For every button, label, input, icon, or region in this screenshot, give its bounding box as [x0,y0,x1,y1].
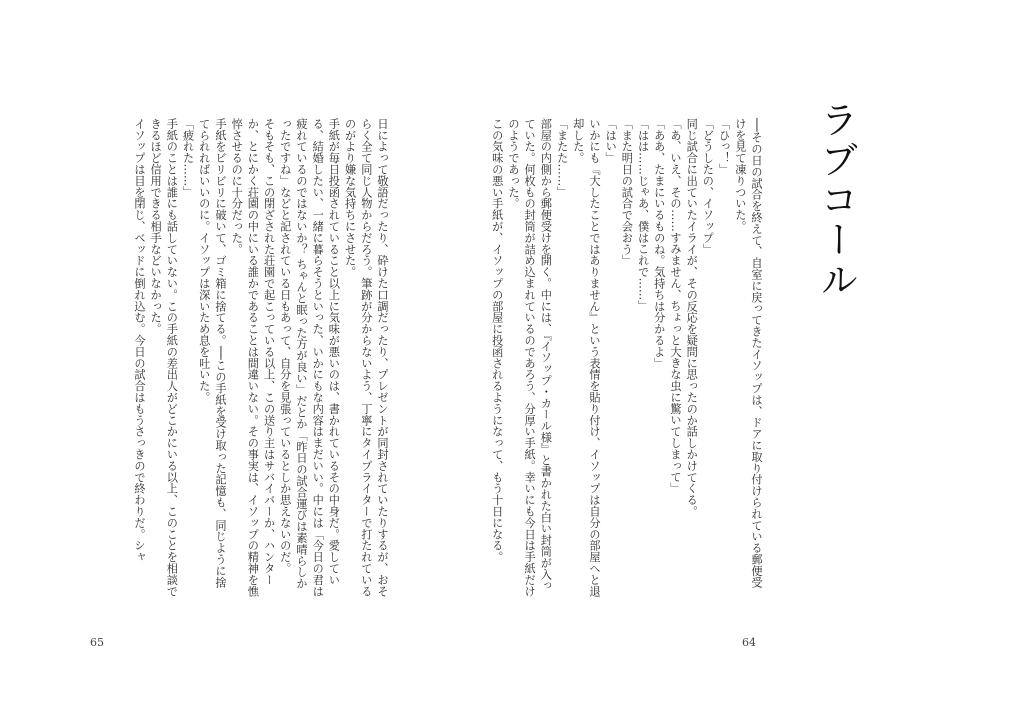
paragraph: 「ひっ！」 [717,118,731,175]
paragraph: 「ああ、たまにいるものね。気持ちは分かるよ」 [652,118,666,369]
right-page-body [482,118,764,598]
paragraph: 「どうしたの、イソップ」 [701,118,715,255]
paragraph: 「はい」 [604,118,618,164]
left-page-body [106,118,390,598]
paragraph: この気味の悪い手紙が、イソップの部屋に投函されるようになって、もう十日になる。 [490,118,504,563]
page-number: 65 [90,636,104,649]
paragraph: そもそも、この閉ざされた荘園で起こっている以上、この送り主はサバイバーか、ハンターか、とにかく荘園の中にいる誰かであることは間違いない。その事実は、イソップの精神を憔悴させるのに十分だった。 [230,118,276,597]
page-number: 64 [742,636,756,649]
paragraph: 「またた……」 [555,118,569,198]
paragraph: 手紙が毎日投函されていること以上に気味が悪いのは、書かれているその中身だ。愛している、結婚したい、一緒に暮らそうといった、いかにもな内容はまだいい。中には「今日の君は疲れているのではないか？ ちゃんと眠った方が良い」だとか「昨日の試合運びは素晴らしかったですね」などと記されている日もあって、自分を見張っているとしか思えないのだ。 [278,118,341,597]
paragraph: いかにも『大したことではありません』という表情を貼り付け、イソップは自分の部屋へと退却した。 [571,118,601,597]
paragraph: 「また明日の試合で会おう」 [620,118,634,267]
right-page [490,0,1024,725]
paragraph: 同じ試合に出ていたイライが、その反応を疑問に思ったのか話しかけてくる。 [685,118,699,517]
paragraph: 「疲れた……」 [181,118,195,198]
paragraph: イソップは目を閉じ、ベッドに倒れ込む。今日の試合はもうさっきので終わりだ。シャ [132,118,146,563]
paragraph: 日によって敬語だったり、砕けた口調だったり、プレゼントが同封されていたりするが、おそらく全て同じ人物からだろう。筆跡が分からないよう、丁寧にタイプライターで打たれているのがより嫌な気持ちにさせた。 [343,118,389,597]
paragraph: 「あ、いえ、その……すみません、ちょっと大きな虫に驚いてしまって」 [668,118,682,495]
paragraph: ──その日の試合を終えて、自室に戻ってきたイソップは、ドアに取り付けられている郵便受けを見て凍りついた。 [733,118,763,588]
paragraph: 「はは……じゃあ、僕はこれで……」 [636,118,650,312]
paragraph: 部屋の内側から郵便受けを開く。中には、『イソップ・カール様』と書かれた白い封筒が入っていた。何枚もの封筒が詰め込まれているのであろう、分厚い手紙。幸いにも今日は手紙だけのようであった。 [506,118,553,597]
paragraph: 手紙をビリビリに破いて、ゴミ箱に捨てる。──この手紙を受け取った記憶も、同じように捨てられればいいのに。イソップは深いため息を吐いた。 [197,118,227,588]
paragraph: 手紙のことは誰にも話していない。この手紙の差出人がどこかにいる以上、このことを相談できるほど信用できる相手などいなかった。 [149,118,179,597]
chapter-title: ラブコール [814,100,858,300]
